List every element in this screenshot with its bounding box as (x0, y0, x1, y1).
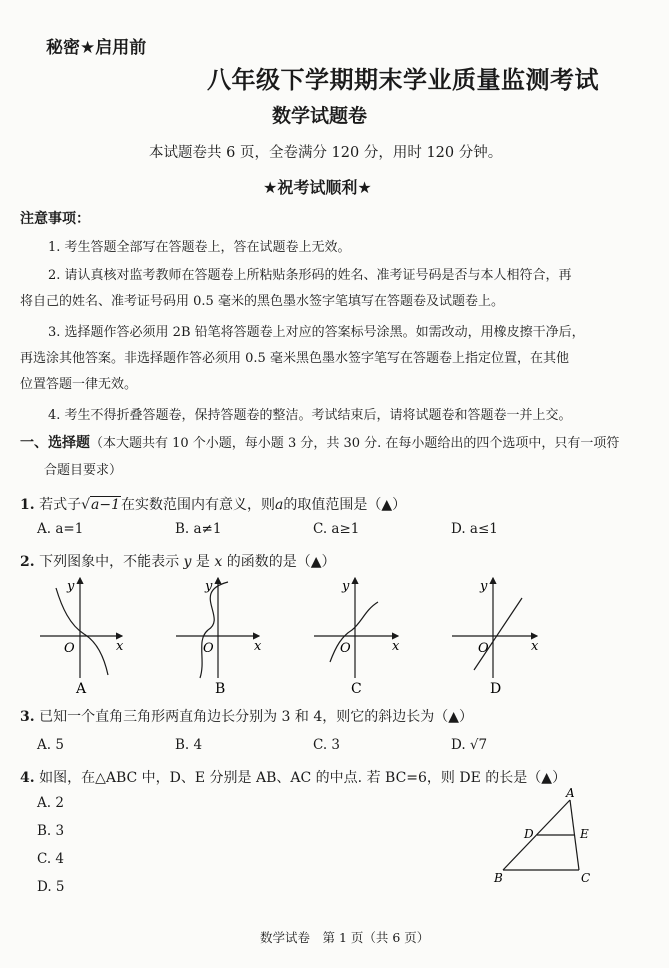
answer-triangle: ▲ (310, 554, 322, 570)
section-1-desc: （本大题共有 10 个小题，每小题 3 分，共 30 分. 在每小题给出的四个选项中，只有一项符 (90, 436, 620, 451)
question-4-stem (20, 767, 566, 787)
graph-a-x-label: x (116, 639, 124, 654)
q1-text-a: 若式子 (39, 497, 82, 513)
question-2-stem (20, 551, 336, 571)
q1-text-c: 的取值范围是（ (283, 497, 382, 513)
q2-x: x (214, 554, 223, 570)
section-1-desc-cont: 合题目要求） (44, 463, 123, 478)
exam-title: 八年级下学期期末学业质量监测考试 (207, 66, 599, 94)
good-luck-line: ★祝考试顺利★ (263, 178, 372, 197)
question-2-number: 2. (20, 554, 35, 570)
page-footer: 数学试卷 第 1 页（共 6 页） (260, 930, 430, 945)
q4-option-b: B. 3 (37, 823, 65, 839)
note-4: 4. 考生不得折叠答题卷，保持答题卷的整洁。考试结束后，请将试题卷和答题卷一并上交。 (48, 408, 572, 423)
graph-d-y-label: y (480, 579, 488, 594)
note-3-line-2: 再选涂其他答案。非选择题作答必须用 0.5 毫米黑色墨水签字笔写在答题卷上指定位置，在其他 (20, 351, 569, 366)
graph-d-x-label: x (531, 639, 539, 654)
question-1-number: 1. (20, 497, 35, 513)
q3-option-b: B. 4 (175, 737, 203, 753)
q1-close: ） (392, 497, 407, 513)
graph-c-origin: O (340, 641, 351, 656)
q1-var: a (274, 497, 284, 513)
q1-option-b: B. a≠1 (175, 521, 222, 537)
q3-option-c: C. 3 (313, 737, 341, 753)
q3-option-d: D. √7 (451, 737, 488, 753)
answer-triangle: ▲ (381, 497, 393, 513)
graph-c-y-label: y (342, 579, 350, 594)
note-1: 1. 考生答题全部写在答题卷上，答在试题卷上无效。 (48, 240, 351, 255)
q1-text-b: 在实数范围内有意义，则 (120, 497, 275, 513)
q2-y: y (183, 554, 192, 570)
graph-c (314, 578, 398, 678)
point-c-label: C (581, 871, 591, 885)
point-d-label: D (524, 827, 534, 841)
q4-close: ） (552, 770, 567, 786)
sqrt-sign: √ (81, 497, 90, 513)
question-1-stem (20, 494, 406, 514)
graph-a (40, 578, 122, 678)
q4-option-a: A. 2 (37, 795, 64, 811)
graph-d-label: D (490, 681, 502, 697)
graph-a-curve (56, 588, 108, 675)
graph-d-line (474, 598, 522, 670)
q2-text-b: 是 (195, 554, 210, 570)
answer-triangle: ▲ (541, 770, 553, 786)
question-4-number: 4. (20, 770, 35, 786)
notes-heading: 注意事项： (20, 211, 90, 227)
q4-option-c: C. 4 (37, 851, 65, 867)
q2-graphs (0, 570, 669, 700)
q4-triangle-figure (488, 786, 600, 886)
graph-a-label: A (76, 681, 87, 697)
graph-c-label: C (351, 681, 362, 697)
q2-text-a: 下列图象中，不能表示 (39, 554, 180, 570)
answer-triangle: ▲ (448, 709, 460, 725)
question-3-number: 3. (20, 709, 35, 725)
q3-option-a: A. 5 (37, 737, 64, 753)
confidential-mark: 秘密★启用前 (46, 38, 147, 58)
graph-d (452, 578, 537, 678)
q3-close: ） (459, 709, 474, 725)
graph-a-origin: O (64, 641, 75, 656)
q2-text-c: 的函数的是（ (226, 554, 311, 570)
graph-b-curve (200, 582, 228, 678)
q3-text: 已知一个直角三角形两直角边长分别为 3 和 4，则它的斜边长为（ (39, 709, 449, 725)
q1-option-d: D. a≤1 (451, 521, 498, 537)
exam-subtitle: 数学试题卷 (272, 105, 368, 127)
question-3-stem (20, 706, 473, 726)
note-2-line-2: 将自己的姓名、准考证号码用 0.5 毫米的黑色墨水签字笔填写在答题卷及试题卷上。 (20, 294, 504, 309)
graph-c-x-label: x (392, 639, 400, 654)
graph-b-label: B (215, 681, 226, 697)
point-e-label: E (580, 827, 589, 841)
point-a-label: A (566, 786, 575, 800)
section-1-heading: 一、选择题 (20, 435, 90, 451)
exam-info: 本试题卷共 6 页，全卷满分 120 分，用时 120 分钟。 (149, 145, 503, 161)
graph-a-y-label: y (67, 579, 75, 594)
note-3-line-1: 3. 选择题作答必须用 2B 铅笔将答题卷上对应的答案标号涂黑。如需改动，用橡皮擦干净后， (48, 325, 585, 340)
graph-b-y-label: y (205, 579, 213, 594)
q4-text: 如图，在△ABC 中，D、E 分别是 AB、AC 的中点. 若 BC=6，则 DE 的长是（ (39, 770, 542, 786)
point-b-label: B (494, 871, 503, 885)
q1-radicand: a−1 (91, 497, 120, 513)
section-1-intro (20, 432, 619, 452)
graph-b-origin: O (203, 641, 214, 656)
note-3-line-3: 位置答题一律无效。 (20, 377, 138, 392)
graph-b (176, 578, 259, 678)
graph-b-x-label: x (254, 639, 262, 654)
note-2-line-1: 2. 请认真核对监考教师在答题卷上所粘贴条形码的姓名、准考证号码是否与本人相符合，再 (48, 268, 572, 283)
graph-c-curve (330, 602, 378, 662)
q4-option-d: D. 5 (37, 879, 65, 895)
q2-close: ） (321, 554, 336, 570)
q1-option-c: C. a≥1 (313, 521, 360, 537)
graph-d-origin: O (478, 641, 489, 656)
q1-option-a: A. a=1 (37, 521, 84, 537)
